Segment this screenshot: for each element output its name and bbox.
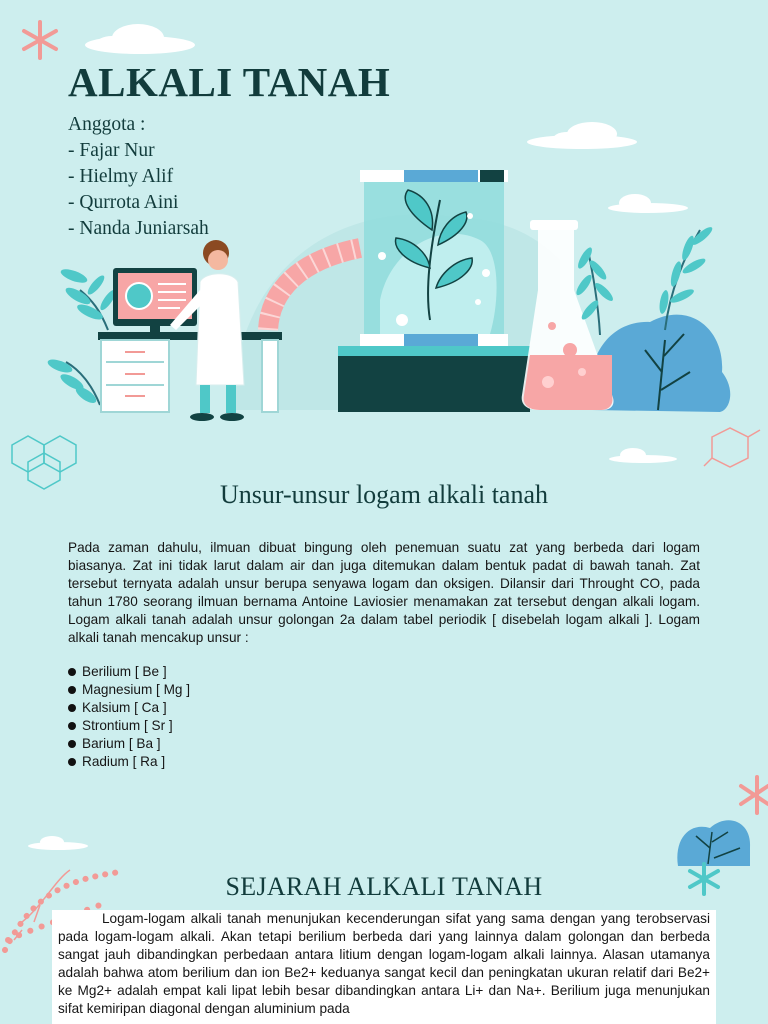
plant-chamber — [338, 170, 530, 412]
page-title: ALKALI TANAH — [68, 59, 391, 105]
member-item: - Hielmy Alif — [68, 166, 174, 187]
list-item: Kalsium [ Ca ] — [68, 699, 190, 717]
element-list — [68, 663, 190, 771]
cloud-icon — [28, 836, 88, 850]
member-item: - Nanda Juniarsah — [68, 218, 209, 239]
list-item: Strontium [ Sr ] — [68, 717, 190, 735]
cloud-icon — [608, 194, 688, 213]
list-item: Barium [ Ba ] — [68, 735, 190, 753]
history-text-box — [52, 910, 716, 1024]
hexagon-molecule-icon — [704, 428, 760, 467]
list-item: Magnesium [ Mg ] — [68, 681, 190, 699]
member-item: - Fajar Nur — [68, 140, 155, 161]
cloud-icon — [609, 448, 677, 463]
cloud-icon — [527, 122, 637, 149]
scientist-figure — [170, 240, 244, 421]
asterisk-icon — [24, 22, 56, 58]
members-label: Anggota : — [68, 114, 146, 135]
history-paragraph: Logam-logam alkali tanah menunjukan kecenderungan sifat yang sama dengan yang terobservasi pada logam-logam alkali. Akan tetapi berilium berbeda dari yang lainnya dalam golongan dan berbeda sangat jauh dibandingkan perbedaan antara litium dengan logam-logam alkali lainnya. Alasan utamanya adalah bahwa atom berilium dan ion Be2+ keduanya sangat kecil dan peningkatan ukuran relatif dari Be2+ ke Mg2+ adalah empat kali lipat lebih besar dibandingkan antara Li+ dan Na+. Berilium juga menunjukan sifat kemiripan diagonal dengan aluminium pada — [58, 911, 710, 1016]
computer-monitor-icon — [113, 268, 197, 332]
section-heading-history: SEJARAH ALKALI TANAH — [225, 872, 543, 901]
list-item: Radium [ Ra ] — [68, 753, 190, 771]
cloud-icon — [85, 24, 195, 54]
asterisk-icon — [741, 777, 768, 813]
list-item: Berilium [ Be ] — [68, 663, 190, 681]
intro-paragraph: Pada zaman dahulu, ilmuan dibuat bingung oleh penemuan suatu zat yang berbeda dari logam biasanya. Zat ini tidak larut dalam air dan juga ditemukan dalam bentuk padat di bawah tanah. Zat tersebut ternyata adalah unsur berupa senyawa logam dan oksigen. Dilansir dari Throught CO, pada tahun 1780 seorang ilmuan bernama Antoine Laviosier menamakan zat tersebut dengan alkali logam. Logam alkali tanah adalah unsur golongan 2a dalam tabel periodik [ disebelah logam alkali ]. Logam alkali tanah mencakup unsur : — [68, 540, 700, 645]
member-list — [68, 112, 209, 242]
section-heading-elements: Unsur-unsur logam alkali tanah — [219, 480, 548, 509]
member-item: - Qurrota Aini — [68, 192, 179, 213]
